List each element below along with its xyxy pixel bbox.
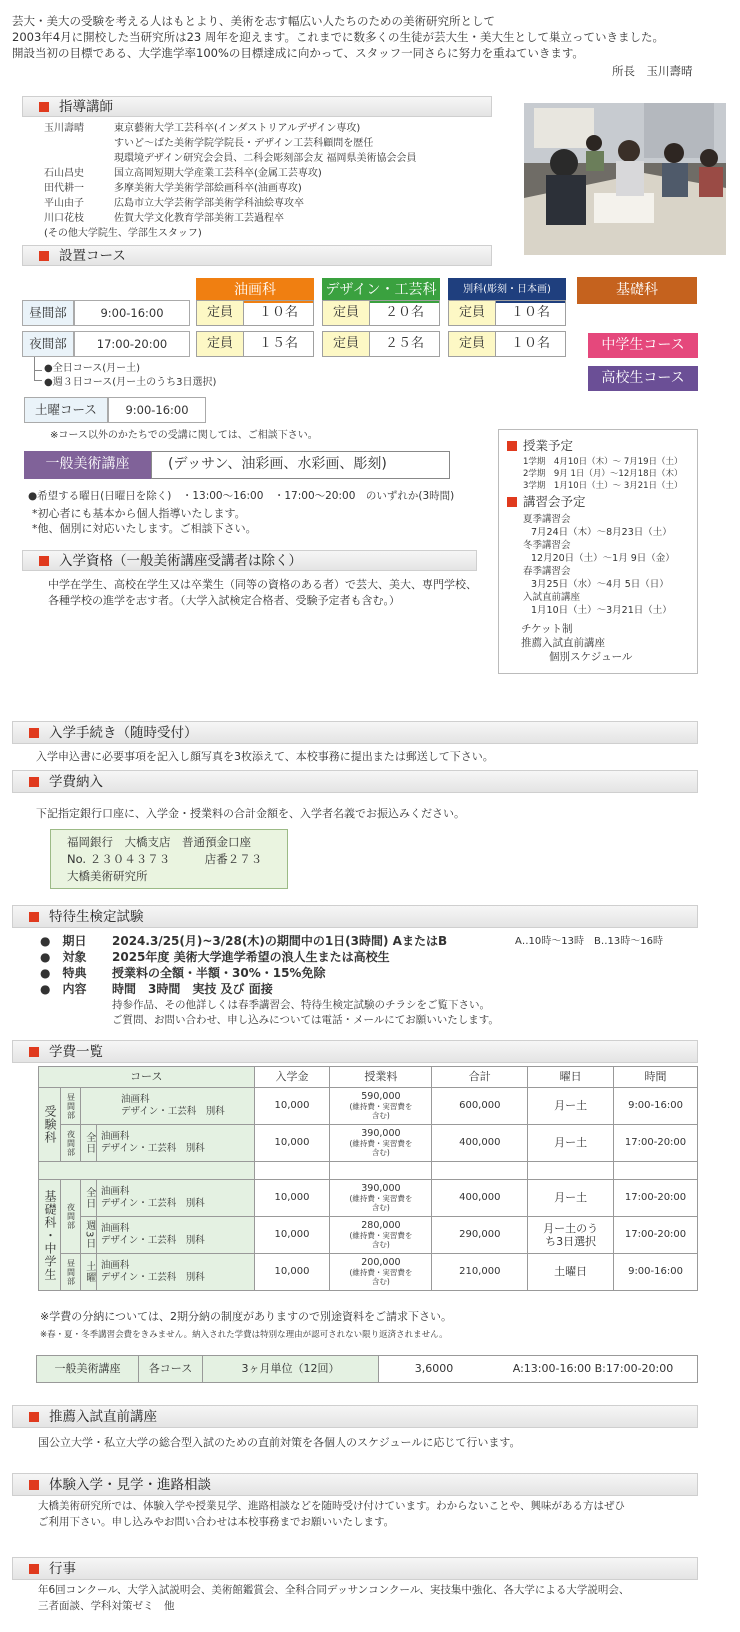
course-names: 油画科 デザイン・工芸科 別科 [96, 1125, 254, 1162]
section-marker-icon [29, 1412, 39, 1422]
term-item: 1学期 4月10日（木）〜 7月19日（土） [523, 457, 683, 467]
three-day-course: ●週３日コース(月ー土のうち3日選択) [44, 377, 217, 388]
general-course-time: A:13:00-16:00 B:17:00-20:00 [512, 1362, 674, 1376]
term-item: 2学期 9月 1日（月）〜12月18日（木） [523, 469, 683, 479]
general-course-fee-row [36, 1355, 698, 1383]
course-names: 油画科 デザイン・工芸科 別科 [96, 1217, 254, 1254]
section-instructors [22, 96, 492, 117]
capacity-design-night: ２５名 [370, 331, 440, 357]
general-course-label: 一般美術講座 [24, 451, 151, 479]
total-fee: 400,000 [432, 1180, 528, 1217]
capacity-design-day: ２０名 [370, 300, 440, 326]
section-recommend [12, 1405, 698, 1428]
header-days: 曜日 [528, 1067, 614, 1088]
section-payment [12, 770, 698, 793]
section-title: 指導講師 [59, 99, 113, 115]
lecture-date: 3月25日（水）〜4月 5日（日） [531, 579, 669, 590]
night-section-label: 夜間部 [60, 1180, 80, 1254]
section-title: 学費一覧 [49, 1044, 103, 1060]
section-title: 学費納入 [49, 774, 103, 790]
saturday-course-time: 9:00-16:00 [108, 397, 206, 423]
section-marker-icon [507, 441, 517, 451]
intro-signature: 所長 玉川壽晴 [612, 64, 693, 78]
day-section-time: 9:00-16:00 [74, 300, 190, 326]
entry-fee: 10,000 [254, 1125, 330, 1162]
full-day-label: 全日 [80, 1180, 96, 1217]
tuition-fee: 200,000 (維持費・実習費を含む) [330, 1254, 432, 1291]
lecture-date: 1月10日（土）〜3月21日（土） [531, 605, 672, 616]
extra-item: チケット制 [521, 623, 573, 635]
lecture-date: 7月24日（木）〜8月23日（土） [531, 527, 672, 538]
account-holder: 大橋美術研究所 [67, 869, 148, 883]
exam-group-label: 受験科 [39, 1088, 61, 1162]
section-title: 推薦入試直前講座 [49, 1409, 157, 1425]
general-course-course: 各コース [139, 1356, 203, 1382]
course-names: 油画科 デザイン・工芸科 別科 [80, 1088, 254, 1125]
tuition-fee: 280,000 (維持費・実習費を含む) [330, 1217, 432, 1254]
section-marker-icon [39, 556, 49, 566]
instructor-row: 玉川壽晴 東京藝術大学工芸科卒(インダストリアルデザイン専攻) [44, 123, 361, 134]
section-events [12, 1557, 698, 1580]
course-names: 油画科 デザイン・工芸科 別科 [96, 1180, 254, 1217]
section-marker-icon [29, 1047, 39, 1057]
basic-group-label: 基礎科・中学生 [39, 1180, 61, 1291]
section-trial [12, 1473, 698, 1496]
intro-line-1: 芸大・美大の受験を考える人はもとより、美術を志す幅広い人たちのための美術研究所として [12, 14, 495, 28]
header-tuition: 授業料 [330, 1067, 432, 1088]
trial-text-1: 大橋美術研究所では、体験入学や授業見学、進路相談などを随時受け付けています。わからないことや、興味がある方はぜひ [38, 1500, 625, 1512]
schedule-title: 授業予定 [507, 438, 573, 454]
section-title: 特待生検定試験 [49, 909, 144, 925]
trial-text-2: ご利用下さい。申し込みやお問い合わせは本校事務までお願いいたします。 [38, 1516, 395, 1528]
time: 9:00-16:00 [614, 1088, 698, 1125]
capacity-oil-day: １０名 [244, 300, 314, 326]
high-school-course: 高校生コース [588, 366, 698, 391]
night-section-label: 夜間部 [22, 331, 74, 357]
total-fee: 600,000 [432, 1088, 528, 1125]
section-courses [22, 245, 492, 266]
extra-list [521, 622, 632, 664]
bank-account: No. ２３０４３７３ 店番２７３ [67, 852, 263, 866]
day-section-label: 昼間部 [60, 1088, 80, 1125]
capacity-label: 定員 [448, 300, 496, 326]
general-note-2: *他、個別に対応いたします。ご相談下さい。 [32, 522, 257, 535]
admission-text-1: 中学在学生、高校在学生又は卒業生（同等の資格のある者）で芸大、美大、専門学校、 [48, 578, 477, 591]
fee-header-row [39, 1067, 698, 1088]
intro-line-3: 開設当初の目標である、大学進学率100%の目標達成に向かって、スタッフ一同さらに努力を重ねていきます。 [12, 46, 584, 60]
table-row [39, 1217, 698, 1254]
events-text-2: 三者面談、学科対策ゼミ 他 [38, 1600, 175, 1612]
instructor-row: 現環境デザイン研究会会員、二科会彫刻部会友 福岡県美術協会会員 [114, 153, 417, 164]
section-marker-icon [29, 777, 39, 787]
night-section-time: 17:00-20:00 [74, 331, 190, 357]
lecture-date: 12月20日（土）〜1月 9日（金） [531, 553, 675, 564]
tuition-fee: 590,000 (維持費・実習費を含む) [330, 1088, 432, 1125]
exam-row: ● 特典 授業料の全額・半額・30%・15%免除 [40, 966, 326, 980]
entry-fee: 10,000 [254, 1254, 330, 1291]
table-row [39, 1180, 698, 1217]
general-course-name: 一般美術講座 [37, 1356, 139, 1382]
intro-line-2: 2003年4月に開校した当研究所は23 周年を迎えます。これまでに数多くの生徒が芸大生・美大生として巣立っていきました。 [12, 30, 664, 44]
bank-name: 福岡銀行 大橋支店 普通預金口座 [67, 835, 251, 849]
capacity-label: 定員 [448, 331, 496, 357]
capacity-label: 定員 [322, 300, 370, 326]
section-marker-icon [39, 102, 49, 112]
fee-note-2: ※春・夏・冬季講習会費をきみません。納入された学費は特別な理由が認可されない限り返済されません。 [40, 1330, 448, 1340]
section-title: 行事 [49, 1561, 76, 1577]
time: 17:00-20:00 [614, 1217, 698, 1254]
tree-connector [34, 357, 42, 381]
lecture-list [523, 513, 675, 617]
saturday-course-label: 土曜コース [24, 397, 108, 423]
header-time: 時間 [614, 1067, 698, 1088]
lecture-name: 入試直前講座 [523, 592, 581, 603]
night-section-label: 夜間部 [60, 1125, 80, 1162]
section-title: 体験入学・見学・進路相談 [49, 1477, 211, 1493]
general-course-media: (デッサン、油彩画、水彩画、彫刻) [151, 451, 450, 479]
tuition-fee: 390,000 (維持費・実習費を含む) [330, 1180, 432, 1217]
instructor-row: 平山由子 広島市立大学芸術学部美術学科油絵専攻卒 [44, 198, 304, 209]
days: 月ー土 [528, 1180, 614, 1217]
bank-info [50, 829, 288, 889]
section-marker-icon [507, 497, 517, 507]
course-names: 油画科 デザイン・工芸科 別科 [96, 1254, 254, 1291]
days: 月ー土 [528, 1125, 614, 1162]
section-title: 入学資格（一般美術講座受講者は除く） [59, 553, 302, 569]
section-marker-icon [39, 251, 49, 261]
section-marker-icon [29, 1564, 39, 1574]
section-exam [12, 905, 698, 928]
lecture-name: 夏季講習会 [523, 514, 571, 525]
section-marker-icon [29, 1480, 39, 1490]
instructor-row: 川口花枝 佐賀大学文化教育学部美術工芸過程卒 [44, 213, 284, 224]
instructor-row: 石山昌史 国立高岡短期大学産業工芸科卒(金属工芸専攻) [44, 168, 322, 179]
exam-row: ● 内容 時間 3時間 実技 及び 面接 [40, 982, 273, 996]
instructor-note: (その他大学院生、学部生スタッフ) [44, 228, 202, 239]
general-course-fee: 3,6000 [414, 1362, 454, 1376]
days: 月ー土のうち3日選択 [528, 1217, 614, 1254]
table-row [39, 1088, 698, 1125]
admission-text-2: 各種学校の進学を志す者。（大学入試検定合格者、受験予定者も含む。） [48, 594, 400, 607]
exam-row: ● 期日 2024.3/25(月)~3/28(木)の期間中の1日(3時間) AまたはB [40, 934, 448, 948]
events-text-1: 年6回コンクール、大学入試説明会、美術館鑑賞会、全科合同デッサンコンクール、実技集中強化、各大学による大学説明会、 [38, 1584, 630, 1596]
section-title: 設置コース [59, 248, 126, 264]
term-list [523, 456, 683, 492]
saturday-label: 土曜 [80, 1254, 96, 1291]
general-course-unit: 3ヶ月単位（12回） [203, 1356, 379, 1382]
exam-note-2: ご質問、お問い合わせ、申し込みについては電話・メールにてお願いいたします。 [112, 1014, 499, 1026]
lecture-name: 冬季講習会 [523, 540, 571, 551]
section-fees [12, 1040, 698, 1063]
payment-text: 下記指定銀行口座に、入学金・授業料の合計金額を、入学者名義でお振込みください。 [36, 807, 465, 820]
exam-row: ● 対象 2025年度 美術大学進学希望の浪人生または高校生 [40, 950, 390, 964]
header-entry: 入学金 [254, 1067, 330, 1088]
section-procedure [12, 721, 698, 744]
header-course: コース [39, 1067, 255, 1088]
general-note-1: *初心者にも基本から個人指導いたします。 [32, 507, 246, 520]
capacity-betsu-day: １０名 [496, 300, 566, 326]
total-fee: 400,000 [432, 1125, 528, 1162]
recommend-text: 国公立大学・私立大学の総合型入試のための直前対策を各個人のスケジュールに応じて行います。 [38, 1436, 521, 1449]
extra-item: 個別スケジュール [549, 651, 633, 663]
middle-school-course: 中学生コース [588, 333, 698, 358]
exam-details [40, 933, 447, 997]
three-day-label: 週3日 [80, 1217, 96, 1254]
total-fee: 210,000 [432, 1254, 528, 1291]
capacity-betsu-night: １０名 [496, 331, 566, 357]
tab-betsuka: 別科(彫刻・日本画) [448, 278, 566, 303]
lectures-title: 講習会予定 [507, 494, 586, 510]
section-admission [22, 550, 477, 571]
fee-table [38, 1066, 698, 1291]
instructor-list [44, 121, 416, 241]
capacity-label: 定員 [196, 300, 244, 326]
schedule-box [498, 429, 698, 674]
tab-foundation: 基礎科 [577, 277, 697, 304]
entry-fee: 10,000 [254, 1088, 330, 1125]
classroom-photo [524, 103, 726, 255]
procedure-text: 入学申込書に必要事項を記入し顔写真を3枚添えて、本校事務に提出または郵送して下さい。 [36, 750, 494, 763]
day-section-label: 昼間部 [22, 300, 74, 326]
days: 月ー土 [528, 1088, 614, 1125]
days: 土曜日 [528, 1254, 614, 1291]
time: 9:00-16:00 [614, 1254, 698, 1291]
general-hours: ●希望する曜日(日曜日を除く) ・13:00〜16:00 ・17:00〜20:00 のいずれか(3時間) [28, 490, 455, 502]
capacity-label: 定員 [322, 331, 370, 357]
tuition-fee: 390,000 (維持費・実習費を含む) [330, 1125, 432, 1162]
term-item: 3学期 1月10日（土）〜 3月21日（土） [523, 481, 683, 491]
day-section-label: 昼間部 [60, 1254, 80, 1291]
tree-connector [34, 370, 42, 371]
fee-note-1: ※学費の分納については、2期分納の制度がありますので別途資料をご請求下さい。 [40, 1310, 452, 1323]
total-fee: 290,000 [432, 1217, 528, 1254]
table-row [39, 1125, 698, 1162]
section-marker-icon [29, 912, 39, 922]
header-total: 合計 [432, 1067, 528, 1088]
instructor-row: すいど〜ばた美術学院学院長・デザイン工芸科顧問を歴任 [114, 138, 374, 149]
exam-note-1: 持参作品、その他詳しくは春季講習会、特待生検定試験のチラシをご覧下さい。 [112, 999, 490, 1011]
section-marker-icon [29, 728, 39, 738]
time: 17:00-20:00 [614, 1125, 698, 1162]
capacity-label: 定員 [196, 331, 244, 357]
tab-design-crafts: デザイン・工芸科 [322, 278, 440, 303]
table-row [39, 1254, 698, 1291]
entry-fee: 10,000 [254, 1217, 330, 1254]
time: 17:00-20:00 [614, 1180, 698, 1217]
extra-item: 推薦入試直前講座 [521, 637, 605, 649]
course-note: ※コース以外のかたちでの受講に関しては、ご相談下さい。 [50, 430, 318, 441]
entry-fee: 10,000 [254, 1180, 330, 1217]
full-day-course: ●全日コース(月ー土) [44, 363, 141, 374]
tab-oil-painting: 油画科 [196, 278, 314, 303]
full-day-label: 全日 [80, 1125, 96, 1162]
lecture-name: 春季講習会 [523, 566, 571, 577]
table-spacer [39, 1162, 698, 1180]
capacity-oil-night: １５名 [244, 331, 314, 357]
section-title: 入学手続き（随時受付） [49, 725, 198, 741]
exam-times: A‥10時〜13時 B‥13時〜16時 [515, 936, 663, 947]
instructor-row: 田代耕一 多摩美術大学美術学部絵画科卒(油画専攻) [44, 183, 302, 194]
